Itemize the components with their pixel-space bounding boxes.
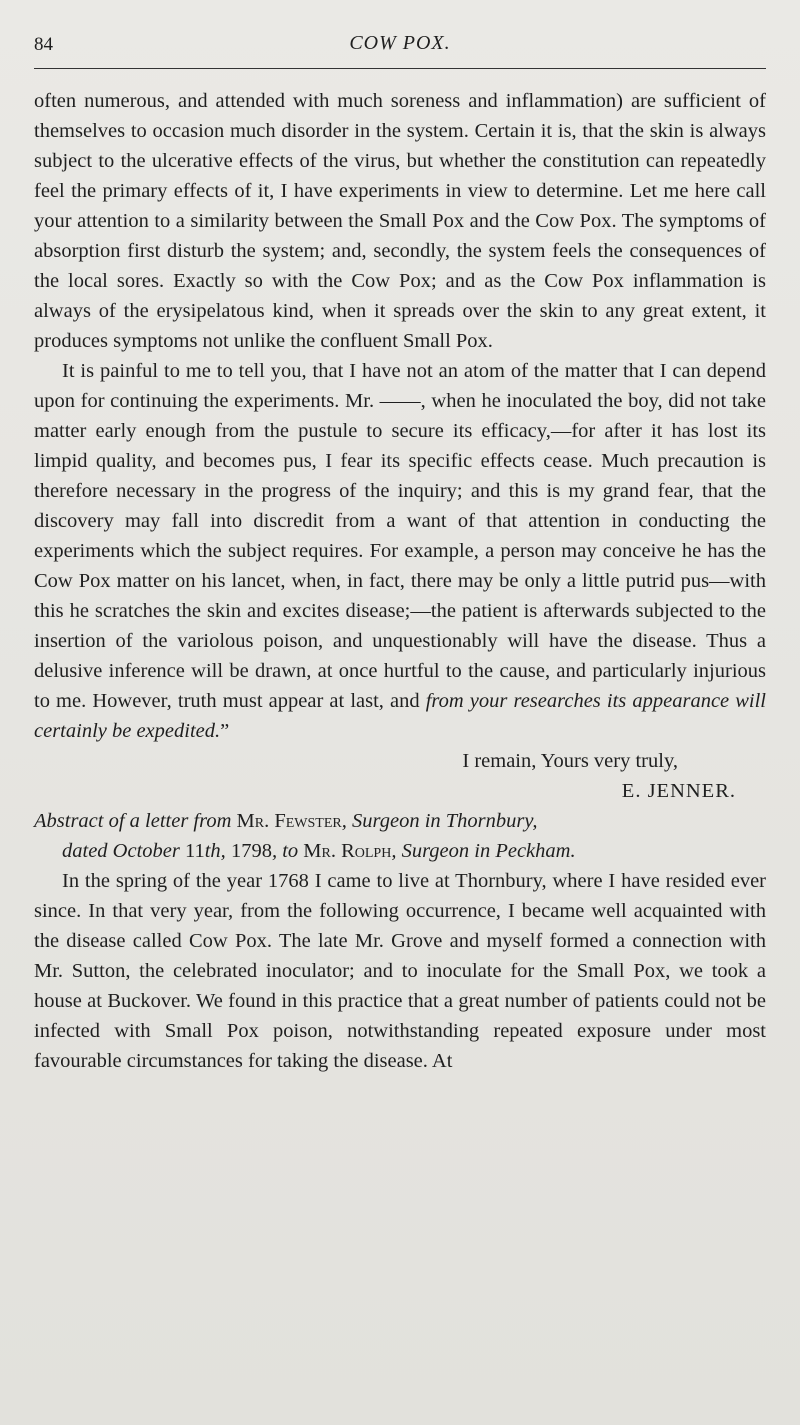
page-body	[34, 86, 766, 1076]
abstract-text-5: , to	[271, 840, 304, 862]
page-number: 84	[34, 34, 53, 55]
abstract-text-4: th,	[204, 840, 231, 862]
page-header	[34, 28, 766, 68]
paragraph-2-text: It is painful to me to tell you, that I have not an atom of the matter that I can depend upon for continuing the experiments. Mr. ——, when he inoculated the boy, did not take matter early enough from the pustule to secure its efficacy,—for after it has lost its limpid quality, and becomes pus, I fear its specific effects cease. Much precaution is therefore necessary in the progress of the inquiry; and this is my grand fear, that the discovery may fall into discredit from a want of that attention in conducting the experiments which the subject requires. For example, a person may conceive he has the Cow Pox matter on his lancet, when, in fact, there may be only a little putrid pus—with this he scratches the skin and excites disease;—the patient is afterwards subjected to the insertion of the variolous poison, and unquestionably will have the disease. Thus a delusive inference will be drawn, at once hurtful to the cause, and particularly injurious to me. However, truth must appear at last, and	[34, 360, 766, 712]
letter-signoff: I remain, Yours very truly,	[462, 750, 678, 772]
abstract-text-6: , Surgeon in Peckham.	[391, 840, 576, 862]
abstract-line-2	[34, 836, 766, 866]
abstract-text-1: Abstract of a letter from	[34, 810, 237, 832]
paragraph-1: often numerous, and attended with much soreness and inflammation) are sufficient of themselves to occasion much disorder in the system. Certain it is, that the skin is always subject to the ulcerative effects of the virus, but whether the constitution can repeatedly feel the primary effects of it, I have experiments in view to determine. Let me here call your attention to a similarity between the Small Pox and the Cow Pox. The symptoms of absorption first disturb the system; and, secondly, the system feels the consequences of the local sores. Exactly so with the Cow Pox; and as the Cow Pox inflammation is always of the erysipelatous kind, when it spreads over the skin to any great extent, it produces symptoms not unlike the confluent Small Pox.	[34, 90, 766, 352]
header-rule	[34, 68, 766, 69]
abstract-heading	[34, 806, 766, 866]
abstract-name-fewster: Mr. Fewster	[236, 810, 342, 832]
closing-quote: ”	[220, 720, 230, 742]
abstract-name-rolph: Mr. Rolph	[303, 840, 392, 862]
abstract-text-2: , Surgeon in Thornbury,	[341, 810, 538, 832]
abstract-text-3: dated October	[62, 840, 185, 862]
paragraph-3: In the spring of the year 1768 I came to live at Thornbury, where I have resided ever since. In that very year, from the following occurrence, I became well acquainted with the disease called Cow Pox. The late Mr. Grove and myself formed a connection with Mr. Sutton, the celebrated inoculator; and to inoculate for the Small Pox, we took a house at Buckover. We found in this practice that a great number of patients could not be infected with Small Pox poison, notwithstanding repeated exposure under most favourable circumstances for taking the disease. At	[34, 870, 766, 1072]
abstract-year: 1798	[230, 840, 272, 862]
abstract-day: 11	[184, 840, 205, 862]
paragraph-2	[34, 356, 766, 746]
letter-signature: E. JENNER.	[621, 780, 736, 802]
running-head: COW POX.	[349, 32, 451, 54]
paragraph-2-italic: from your researches its appearance will certainly be expedited.	[34, 690, 767, 742]
